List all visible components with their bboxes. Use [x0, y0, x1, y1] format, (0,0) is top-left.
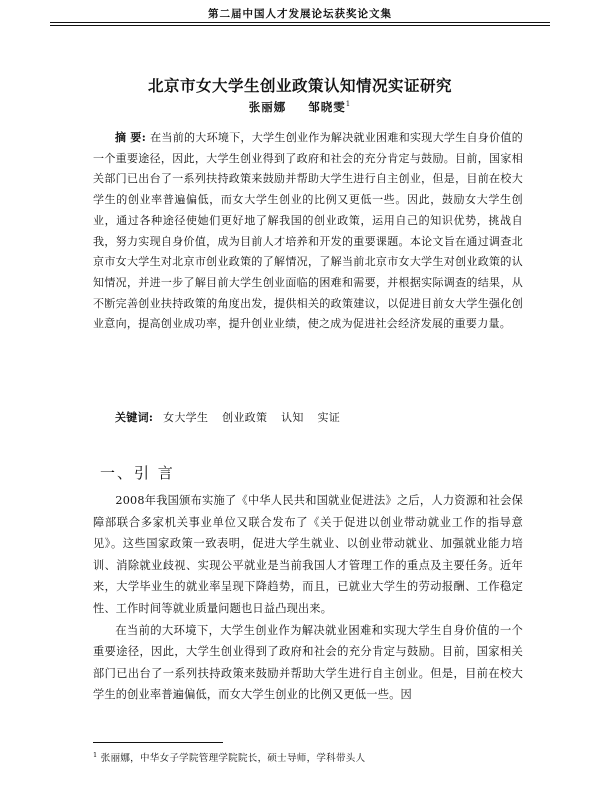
footnote	[93, 750, 533, 764]
abstract-text: 在当前的大环境下，大学生创业作为解决就业困难和实现大学生自身价值的一个重要途径，因此，大学生创业得到了政府和社会的充分肯定与鼓励。目前，国家相关部门已出台了一系列扶持政策来鼓励并帮助大学生进行自主创业，但是，目前在校大学生的创业率普遍偏低，而女大学生创业的比例又更低一些。因此，鼓励女大学生创业，通过各种途径使她们更好地了解我国的创业政策，运用自己的知识优势，挑战自我，努力实现自身价值，成为目前人才培养和开发的重要课题。本论文旨在通过调查北京市女大学生对北京市创业政策的了解情况，了解当前北京市女大学生对创业政策的认知情况，并进一步了解目前大学生创业面临的困难和需要，并根据实际调查的结果，从不断完善创业扶持政策的角度出发，提供相关的政策建议，以促进目前女大学生强化创业意向，提高创业成功率，提升创业业绩，使之成为促进社会经济发展的重要力量。	[93, 131, 523, 331]
running-header: 第二届中国人才发展论坛获奖论文集	[208, 8, 392, 20]
keywords	[115, 409, 535, 425]
keyword: 实证	[317, 411, 341, 424]
footnote-rule	[93, 742, 223, 743]
author-name: 张丽娜	[248, 100, 287, 114]
keyword: 创业政策	[222, 411, 268, 424]
keywords-label: 关键词:	[115, 411, 154, 424]
keyword: 女大学生	[163, 411, 209, 424]
body-paragraph: 2008年我国颁布实施了《中华人民共和国就业促进法》之后，人力资源和社会保障部联合多家机关事业单位又联合发布了《关于促进以创业带动就业工作的指导意见》。这些国家政策一致表明，促进大学生就业、以创业带动就业、加强就业能力培训、消除就业歧视、实现公平就业是当前我国人才管理工作的重点及主要任务。近年来，大学毕业生的就业率呈现下降趋势，而且，已就业大学生的劳动报酬、工作稳定性、工作时间等就业质量问题也日益凸现出来。	[93, 494, 523, 615]
author-name: 邹晓雯	[308, 100, 346, 114]
abstract	[93, 128, 523, 335]
keyword: 认知	[281, 411, 304, 424]
abstract-label: 摘 要:	[115, 131, 147, 144]
footnote-text: 张丽娜，中华女子学院管理学院院长，硕士导师，学科带头人	[100, 753, 366, 764]
header-rule-top	[50, 22, 550, 23]
header-rule-bottom	[50, 25, 550, 26]
author-line	[0, 99, 600, 115]
footnote-marker: 1	[93, 750, 98, 759]
body-paragraph: 在当前的大环境下，大学生创业作为解决就业困难和实现大学生自身价值的一个重要途径，因此，大学生创业得到了政府和社会的充分肯定与鼓励。目前，国家相关部门已出台了一系列扶持政策来鼓励并帮助大学生进行自主创业。但是，目前在校大学生的创业率普遍偏低，而女大学生创业的比例又更低一些。因	[93, 623, 523, 702]
paper-title: 北京市女大学生创业政策认知情况实证研究	[147, 76, 452, 95]
section-heading: 一、引 言	[100, 464, 175, 482]
author-footnote-marker: 1	[345, 100, 352, 109]
body-text	[93, 490, 523, 706]
